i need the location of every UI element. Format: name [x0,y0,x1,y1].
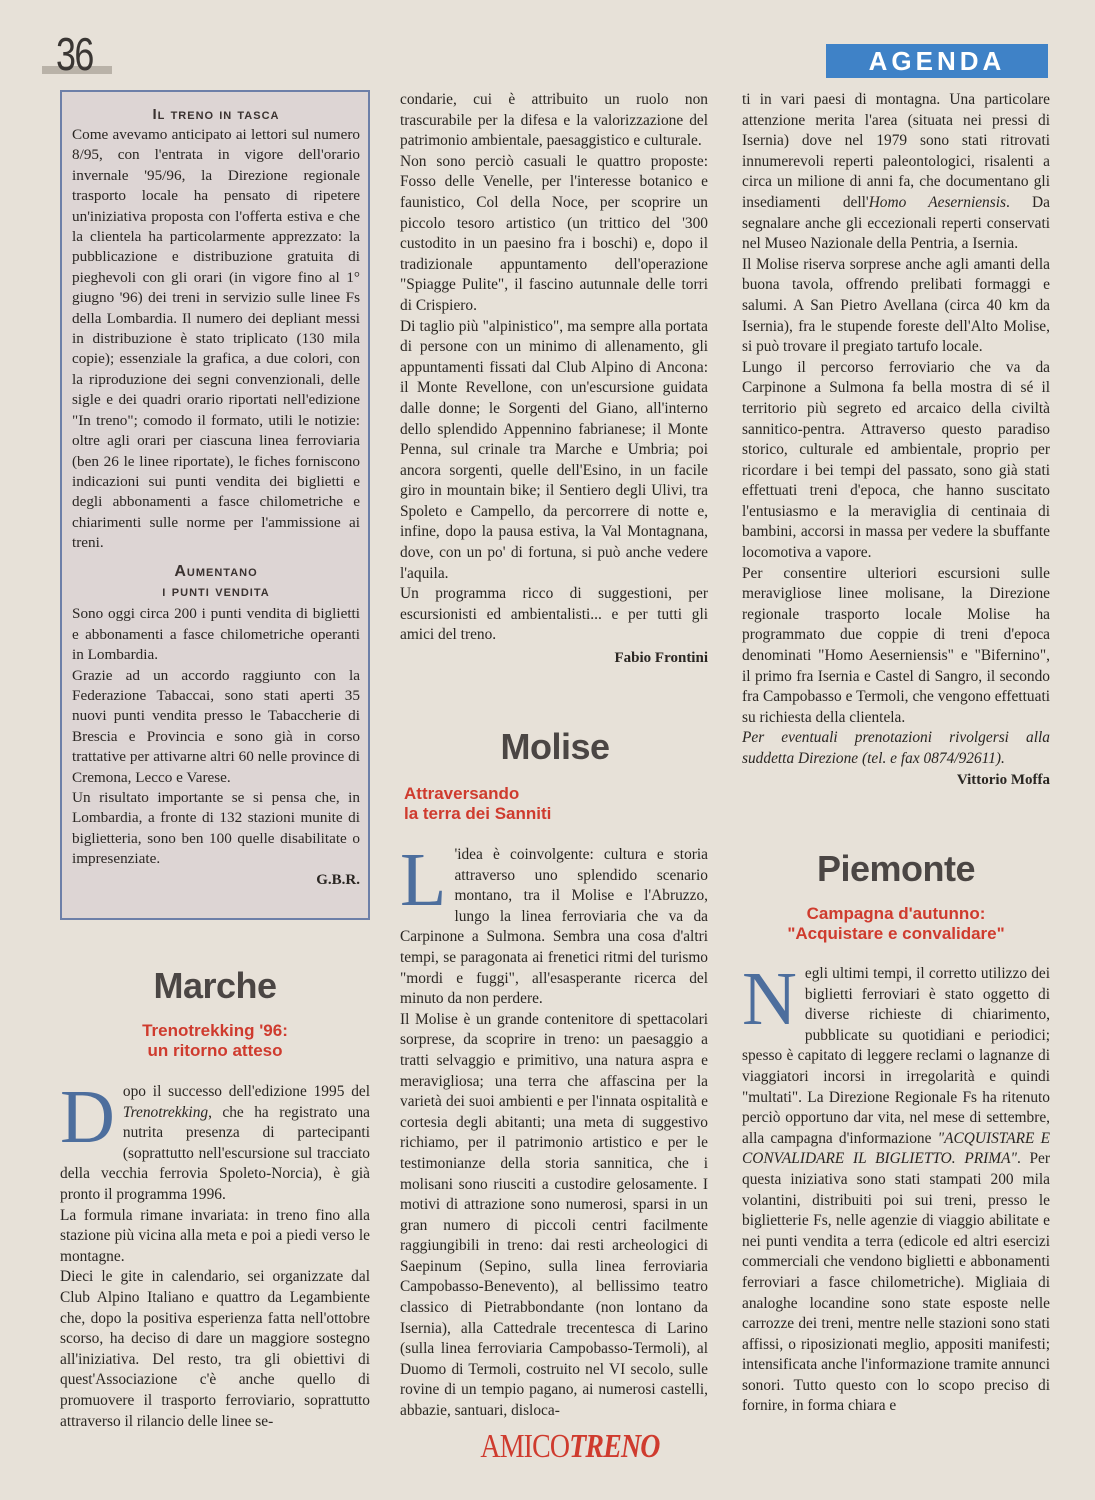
molise-paragraph: Il Molise riserva sorprese anche agli amanti della buona tavola, offrendo prelibati formaggi e salumi. A San Pietro Avellana (circa 40 km da Isernia), fra le stupende foreste dell'Alto Molise, si può trovare il pregiato tartufo locale. [742,255,1050,356]
marche-header [60,965,370,1061]
box-subtitle-1: Aumentano [174,562,258,580]
box-paragraph: Grazie ad un accordo raggiunto con la Federazione Tabaccai, sono stati aperti 35 nuovi punti vendita presso le Tabaccherie di Brescia e Provincia e sono già in corso trattative per attivarne altri 60 nelle province di Cremona, Lecco e Varese. [72,666,360,786]
piemonte-title: Piemonte [816,848,976,889]
molise-note: Per eventuali prenotazioni rivolgersi alla suddetta Direzione (tel. e fax 0874/92611). [742,729,1050,767]
molise-subtitle-line2: la terra dei Sanniti [404,804,552,823]
molise-paragraph: L 'idea è coinvolgente: cultura e storia attraverso uno splendido scenario montano, tra il Molise e l'Abruzzo, lungo la linea ferroviaria che va da Carpinone a Sulmona. Sembra una cosa d'altri tempi, se paragonata ai frenetici ritmi del turismo "mordi e fuggi", all'esasperante ricerca del minuto da non perdere. [400,838,708,1008]
marche-paragraph: Dieci le gite in calendario, sei organizzate dal Club Alpino Italiano e quattro da Legambiente che, dopo la positiva esperienza fatta nell'ottobre scorso, ha deciso di dare un maggiore sostegno all'iniziativa. Del resto, tra gli obiettivi di quest'Associazione c'è anche quello di promuovere il trasporto ferroviario, soprattutto attraverso il rilancio delle linee se- [60,1268,370,1430]
molise-subtitle-line1: Attraversando [404,784,520,803]
piemonte-body [742,957,1050,1417]
box-signature: G.B.R. [316,871,360,888]
box-paragraph: Sono oggi circa 200 i punti vendita di biglietti e abbonamenti a fasce chilometriche operanti in Lombardia. [72,605,360,664]
box-paragraph: Come avevamo anticipato ai lettori sul numero 8/95, con l'entrata in vigore dell'orario invernale '95/96, la Direzione regionale trasporto locale ha pensato di ripetere un'iniziativa proposta con l'offerta estiva e che la clientela ha particolarmente apprezzato: la pubblicazione e distribuzione gratuita di pieghevoli con gli orari (in vigore fino al 1° giugno '96) dei treni in servizio sulle linee Fs della Lombardia. Il numero dei depliant messi in distribuzione è stato triplicato (130 mila copie); essenziale la grafica, a due colori, con la riproduzione dei segni convenzionali, delle sigle e dei quadri orario riportati nell'edizione "In treno"; comodo il formato, utili le notizie: oltre agli orari per ciascuna linea ferroviaria (ben 26 le linee riportate), le fiches forniscono indicazioni sui punti vendita dei biglietti e degli abbonamenti a fasce chilometriche e chiarimenti sulle norme per l'ammissione ai treni. [72,126,360,552]
molise-paragraph: Lungo il percorso ferroviario che va da Carpinone a Sulmona fa bella mostra di sé il territorio più segreto ed arcaico della civiltà sannitico-pentra. Attraverso questo paradiso storico, culturale ed ambientale, proprio per ricordare i bei tempi del passato, sono già stati effettuati treni d'epoca, che hanno suscitato l'entusiasmo e la meraviglia di centinaia di bambini, accorsi in massa per vedere la sbuffante locomotiva a vapore. [742,358,1050,562]
marche-body [60,1075,370,1432]
marche-title: Marche [153,965,277,1006]
box-title: Il treno in tasca [152,106,280,123]
box-subtitle-2: i punti vendita [162,582,270,600]
molise-title: Molise [500,726,610,767]
magazine-logo: AMICOTRENO [480,1428,660,1465]
marche-paragraph: Un programma ricco di suggestioni, per escursionisti ed ambientalisti... e per tutti gli amici del treno. [400,585,708,644]
drop-cap: N [742,957,797,1041]
marche-paragraph: Di taglio più "alpinistico", ma sempre alla portata di persone con un minimo di allenamento, gli appuntamenti fissati dal Club Alpino di Ancona: il Monte Revellone, con un'escursione guidata dalle donne; le Sorgenti del Giano, all'interno dello splendido Appennino fabrianese; il Monte Penna, sul crinale tra Marche e Umbria; poi ancora sorgenti, quelle dell'Esino, in un facile giro in mountain bike; il Sentiero degli Ulivi, tra Spoleto e Campello, da percorrere di notte e, infine, dopo la pausa estiva, la Val Montagnana, dove, con un po' di fortuna, si può anche vedere l'aquila. [400,317,708,582]
page-number: 36 [56,28,93,80]
molise-body [400,838,708,1422]
marche-paragraph: condarie, cui è attribuito un ruolo non trascurabile per la difesa e la valorizzazione del patrimonio ambientale, paesaggistico e culturale. [400,91,708,150]
marche-continuation [400,90,708,669]
box-paragraph: Un risultato importante se si pensa che, in Lombardia, a fronte di 132 stazioni munite di biglietteria, sono ben 100 quelle disabilitate o impresenziate. [72,789,360,868]
marche-paragraph: Non sono perciò casuali le quattro proposte: Fosso delle Venelle, per l'interesse botanico e faunistico, Col della Noce, per scoprire un piccolo tesoro artistico (un trittico del '300 custodito in un paesino fra i boschi) e, dopo il tradizionale appuntamento dell'operazione "Spiagge Pulite", il fascino autunnale delle torri di Crispiero. [400,152,708,314]
piemonte-subtitle-line2: "Acquistare e convalidare" [787,924,1005,943]
marche-subtitle-line2: un ritorno atteso [147,1041,283,1060]
piemonte-subtitle-line1: Campagna d'autunno: [806,904,986,923]
molise-header [400,726,710,824]
drop-cap: L [400,838,447,922]
marche-subtitle-line1: Trenotrekking '96: [142,1021,288,1040]
molise-signature: Vittorio Moffa [956,771,1050,788]
drop-cap: D [60,1075,115,1159]
marche-signature: Fabio Frontini [614,650,708,667]
piemonte-header [742,848,1050,944]
molise-continuation [742,90,1050,790]
marche-paragraph: Dopo il successo dell'edizione 1995 del Trenotrekking, che ha registrato una nutrita presenza di partecipanti (soprattutto nell'escursione sul tracciato della vecchia ferrovia Spoleto-Norcia), è già pronto il programma 1996. [60,1075,370,1203]
molise-paragraph: ti in vari paesi di montagna. Una particolare attenzione merita l'area (situata nei pressi di Isernia) dove nel 1979 sono stati ritrovati innumerevoli reperti paleontologici, risalenti a circa un milione di anni fa, che documentano gli insediamenti dell'Homo Aeserniensis. Da segnalare anche gli eccezionali reperti conservati nel Museo Nazionale della Pentria, a Isernia. [742,91,1050,253]
marche-paragraph: La formula rimane invariata: in treno fino alla stazione più vicina alla meta e poi a piedi verso le montagne. [60,1206,370,1265]
piemonte-paragraph: Negli ultimi tempi, il corretto utilizzo dei biglietti ferroviari è stato oggetto di diverse richieste di chiarimento, pubblicate su quotidiani e periodici; spesso è capitato di leggere reclami o lagnanze di viaggiatori incorsi in irregolarità e quindi "multati". La Direzione Regionale Fs ha ritenuto perciò opportuno dar vita, nel mese di settembre, alla campagna d'informazione "ACQUISTARE E CONVALIDARE IL BIGLIETTO. PRIMA". Per questa iniziativa sono stati stampati 200 mila volantini, distribuiti poi sui treni, presso le biglietterie Fs, nelle agenzie di viaggio abilitate e nei punti vendita a terra (edicole ed altri esercizi commerciali che vendono biglietti e abbonamenti ferroviari a fasce chilometriche). Migliaia di analoghe locandine sono state esposte nelle carrozze dei treni, mentre nelle stazioni sono stati affissi, o riposizionati meglio, appositi manifesti; intensificata anche l'informazione tramite annunci sonori. Tutto questo con lo scopo preciso di fornire, in forma chiara e [742,957,1050,1415]
section-banner: AGENDA [826,44,1048,78]
molise-paragraph: Il Molise è un grande contenitore di spettacolari sorprese, da scoprire in treno: un paesaggio a tratti selvaggio e primitivo, una natura aspra e meravigliosa; una terra che affascina per la varietà dei suoi ambienti e per l'innata ospitalità e cortesia degli abitanti; una meta di suggestivo richiamo, per il patrimonio artistico e per le testimonianze della storia sannitica, che i molisani sono riusciti a custodire gelosamente. I motivi di attrazione sono numerosi, sparsi in un gran numero di piccoli centri facilmente raggiungibili in treno: dai resti archeologici di Saepinum (Sepino, sulla linea ferroviaria Campobasso-Benevento), al bellissimo teatro classico di Pietrabbondante (non lontano da Isernia), alla Cattedrale trecentesca di Larino (sulla linea ferroviaria Campobasso-Termoli), al Duomo di Termoli, costruito nel VI secolo, sulle rovine di un tempio pagano, ai numerosi castelli, abbazie, santuari, disloca- [400,1010,708,1420]
molise-paragraph: Per consentire ulteriori escursioni sulle meravigliose linee molisane, la Direzione regionale trasporto locale Molise ha programmato due coppie di treni d'epoca denominati "Homo Aeserniensis" e "Bifernino", il primo fra Isernia e Castel di Sangro, il secondo fra Campobasso e Termoli, che vengono effettuati su richiesta della clientela. [742,564,1050,726]
news-box [60,90,370,920]
